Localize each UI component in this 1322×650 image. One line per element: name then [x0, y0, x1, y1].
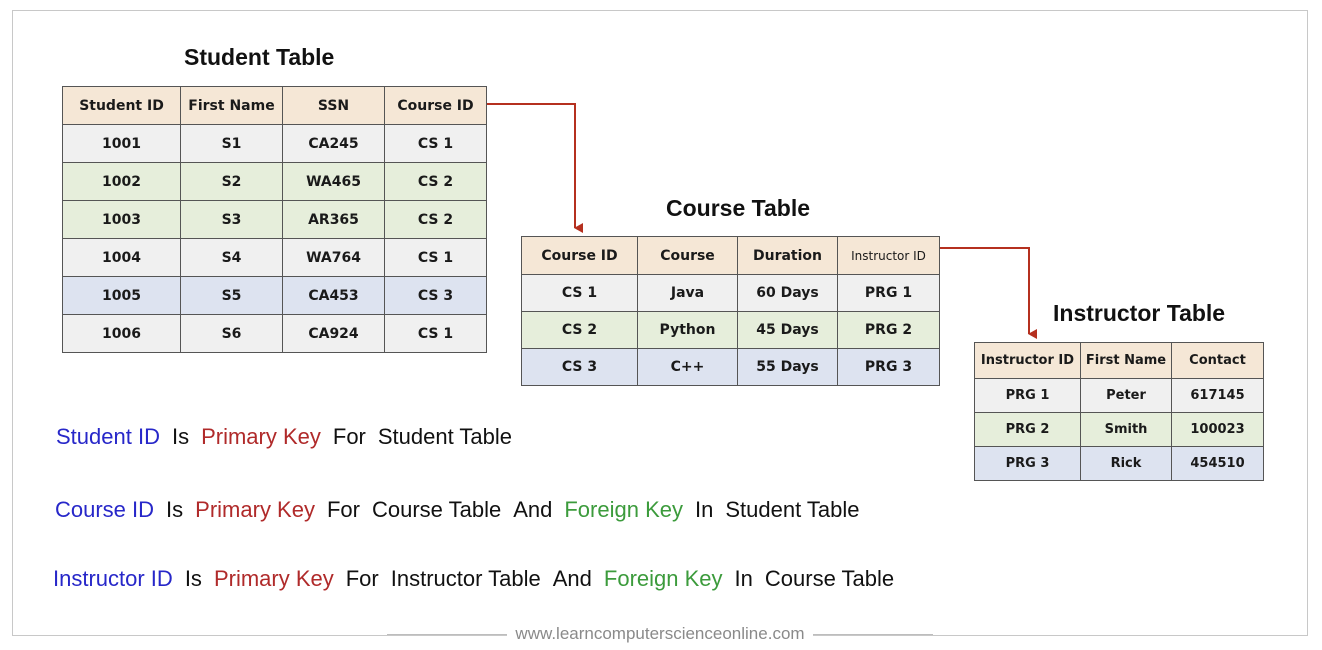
course-col-course-id: Course ID	[522, 237, 638, 275]
student-col-student-id: Student ID	[63, 87, 181, 125]
table-cell: 1005	[63, 277, 181, 315]
statement-course-id	[55, 497, 872, 523]
statement-foreign-key: Foreign Key	[603, 566, 723, 591]
statement-word: Is	[184, 566, 202, 591]
statement-word: In	[734, 566, 753, 591]
statement-primary-key: Primary Key	[201, 424, 321, 449]
instructor-col-contact: Contact	[1172, 343, 1264, 379]
table-cell: PRG 1	[838, 275, 940, 312]
statement-table: Student Table	[377, 424, 513, 449]
instructor-col-instructor-id: Instructor ID	[975, 343, 1081, 379]
course-col-course: Course	[638, 237, 738, 275]
table-cell: 454510	[1172, 447, 1264, 481]
statement-table: Course Table	[371, 497, 502, 522]
table-cell: CS 2	[385, 163, 487, 201]
statement-key: Student ID	[56, 424, 160, 449]
statement-word: And	[513, 497, 553, 522]
table-cell: CS 1	[385, 125, 487, 163]
statement-key: Course ID	[55, 497, 155, 522]
statement-word: In	[694, 497, 714, 522]
table-cell: 1002	[63, 163, 181, 201]
table-cell: CA453	[283, 277, 385, 315]
table-cell: Peter	[1081, 379, 1172, 413]
statement-word: For	[326, 497, 360, 522]
statement-word: Is	[166, 497, 184, 522]
table-cell: 617145	[1172, 379, 1264, 413]
student-col-ssn: SSN	[283, 87, 385, 125]
table-cell: C++	[638, 349, 738, 386]
statement-table: Course Table	[764, 566, 895, 591]
table-cell: CA245	[283, 125, 385, 163]
table-cell: 1003	[63, 201, 181, 239]
statement-table: Instructor Table	[390, 566, 541, 591]
statement-primary-key: Primary Key	[195, 497, 315, 522]
table-cell: CS 1	[522, 275, 638, 312]
footer	[12, 620, 1308, 648]
student-col-first-name: First Name	[181, 87, 283, 125]
table-cell: Smith	[1081, 413, 1172, 447]
statement-table: Student Table	[725, 497, 860, 522]
table-cell: 1004	[63, 239, 181, 277]
table-cell: 60 Days	[738, 275, 838, 312]
course-table-title: Course Table	[666, 195, 810, 221]
course-col-instructor-id: Instructor ID	[838, 237, 940, 275]
table-cell: WA764	[283, 239, 385, 277]
statement-word: For	[345, 566, 379, 591]
table-cell: 55 Days	[738, 349, 838, 386]
table-cell: CS 2	[385, 201, 487, 239]
course-to-instructor-arrow	[940, 248, 1029, 334]
student-to-course-arrow	[487, 104, 575, 228]
table-cell: WA465	[283, 163, 385, 201]
table-cell: CS 1	[385, 315, 487, 353]
table-cell: S5	[181, 277, 283, 315]
table-cell: Rick	[1081, 447, 1172, 481]
statement-instructor-id	[53, 566, 906, 592]
table-cell: CS 3	[522, 349, 638, 386]
table-cell: PRG 2	[838, 312, 940, 349]
table-cell: AR365	[283, 201, 385, 239]
table-cell: CS 3	[385, 277, 487, 315]
instructor-table-title: Instructor Table	[1053, 300, 1226, 326]
table-cell: 1006	[63, 315, 181, 353]
table-cell: S6	[181, 315, 283, 353]
table-cell: CS 1	[385, 239, 487, 277]
table-cell: PRG 1	[975, 379, 1081, 413]
statement-primary-key: Primary Key	[213, 566, 334, 591]
table-cell: 100023	[1172, 413, 1264, 447]
table-cell: CS 2	[522, 312, 638, 349]
table-cell: CA924	[283, 315, 385, 353]
instructor-col-first-name: First Name	[1081, 343, 1172, 379]
footer-line-right	[813, 634, 933, 635]
student-col-course-id: Course ID	[385, 87, 487, 125]
table-cell: PRG 3	[975, 447, 1081, 481]
statement-word: Is	[171, 424, 190, 449]
table-cell: S2	[181, 163, 283, 201]
table-cell: 1001	[63, 125, 181, 163]
table-cell: PRG 2	[975, 413, 1081, 447]
table-cell: Python	[638, 312, 738, 349]
table-cell: Java	[638, 275, 738, 312]
footer-line-left	[387, 634, 507, 635]
statement-word: For	[332, 424, 366, 449]
footer-website: www.learncomputerscienceonline.com	[507, 624, 812, 644]
statement-student-id	[56, 424, 524, 450]
student-table-title: Student Table	[184, 44, 335, 70]
table-cell: S4	[181, 239, 283, 277]
statement-word: And	[552, 566, 592, 591]
statement-foreign-key: Foreign Key	[564, 497, 683, 522]
table-cell: 45 Days	[738, 312, 838, 349]
table-cell: S1	[181, 125, 283, 163]
table-cell: PRG 3	[838, 349, 940, 386]
statement-key: Instructor ID	[53, 566, 173, 591]
table-cell: S3	[181, 201, 283, 239]
course-col-duration: Duration	[738, 237, 838, 275]
